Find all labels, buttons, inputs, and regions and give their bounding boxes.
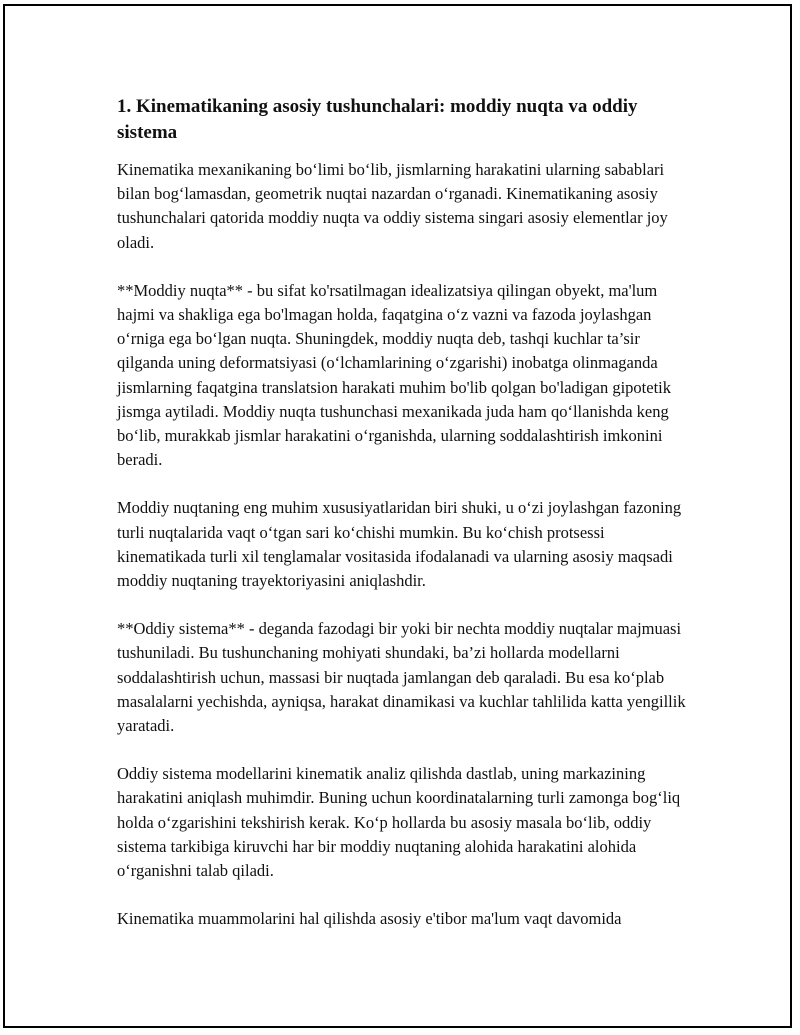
paragraph-oddiy-sistema: **Oddiy sistema** - deganda fazodagi bir yoki bir nechta moddiy nuqtalar majmuasi tushuniladi. Bu tushunchaning mohiyati shundaki, ba’zi hollarda modellarni soddalashtirish uchun, massasi bir nuqtada jamlangan deb qaraladi. Bu esa ko‘plab masalalarni yechishda, ayniqsa, harakat dinamikasi va kuchlar tahlilida katta yengillik yaratadi.: [117, 619, 686, 736]
paragraph-kinematik-analiz: Oddiy sistema modellarini kinematik analiz qilishda dastlab, uning markazining harakatini aniqlash muhimdir. Buning uchun koordinatalarning turli zamonga bog‘liq holda o‘zgarishini tekshirish kerak. Ko‘p hollarda bu asosiy masala bo‘lib, oddiy sistema tarkibiga kiruvchi har bir moddiy nuqtaning alohida harakatini alohida o‘rganishni talab qiladi.: [117, 764, 681, 881]
paragraph-truncated: Kinematika muammolarini hal qilishda asosiy e'tibor ma'lum vaqt davomida: [117, 909, 622, 929]
section-heading: 1. Kinematikaning asosiy tushunchalari: moddiy nuqta va oddiy sistema: [117, 96, 638, 143]
document-body: [117, 94, 687, 955]
paragraph-intro: Kinematika mexanikaning bo‘limi bo‘lib, jismlarning harakatini ularning sabablari bilan bog‘lamasdan, geometrik nuqtai nazardan o‘rganadi. Kinematikaning asosiy tushunchalari qatorida moddiy nuqta va oddiy sistema singari asosiy elementlar joy oladi.: [117, 160, 668, 252]
paragraph-moddiy-nuqta: **Moddiy nuqta** - bu sifat ko'rsatilmagan idealizatsiya qilingan obyekt, ma'lum hajmi va shakliga ega bo'lmagan holda, faqatgina o‘z vazni va fazoda joylashgan o‘rniga ega bo‘lgan nuqta. Shuningdek, moddiy nuqta deb, tashqi kuchlar ta’sir qilganda uning deformatsiyasi (o‘lchamlarining o‘zgarishi) inobatga olinmaganda jismlarning faqatgina translatsion harakati muhim bo'lib qolgan bo'ladigan gipotetik jismga aytiladi. Moddiy nuqta tushunchasi mexanikada juda ham qo‘llanishda keng bo‘lib, murakkab jismlar harakatini o‘rganishda, ularning soddalashtirish imkonini beradi.: [117, 280, 671, 470]
paragraph-nuqta-kochishi: Moddiy nuqtaning eng muhim xususiyatlaridan biri shuki, u o‘zi joylashgan fazoning turli nuqtalarida vaqt o‘tgan sari ko‘chishi mumkin. Bu ko‘chish protsessi kinematikada turli xil tenglamalar vositasida ifodalanadi va ularning asosiy maqsadi moddiy nuqtaning trayektoriyasini aniqlashdir.: [117, 498, 682, 591]
